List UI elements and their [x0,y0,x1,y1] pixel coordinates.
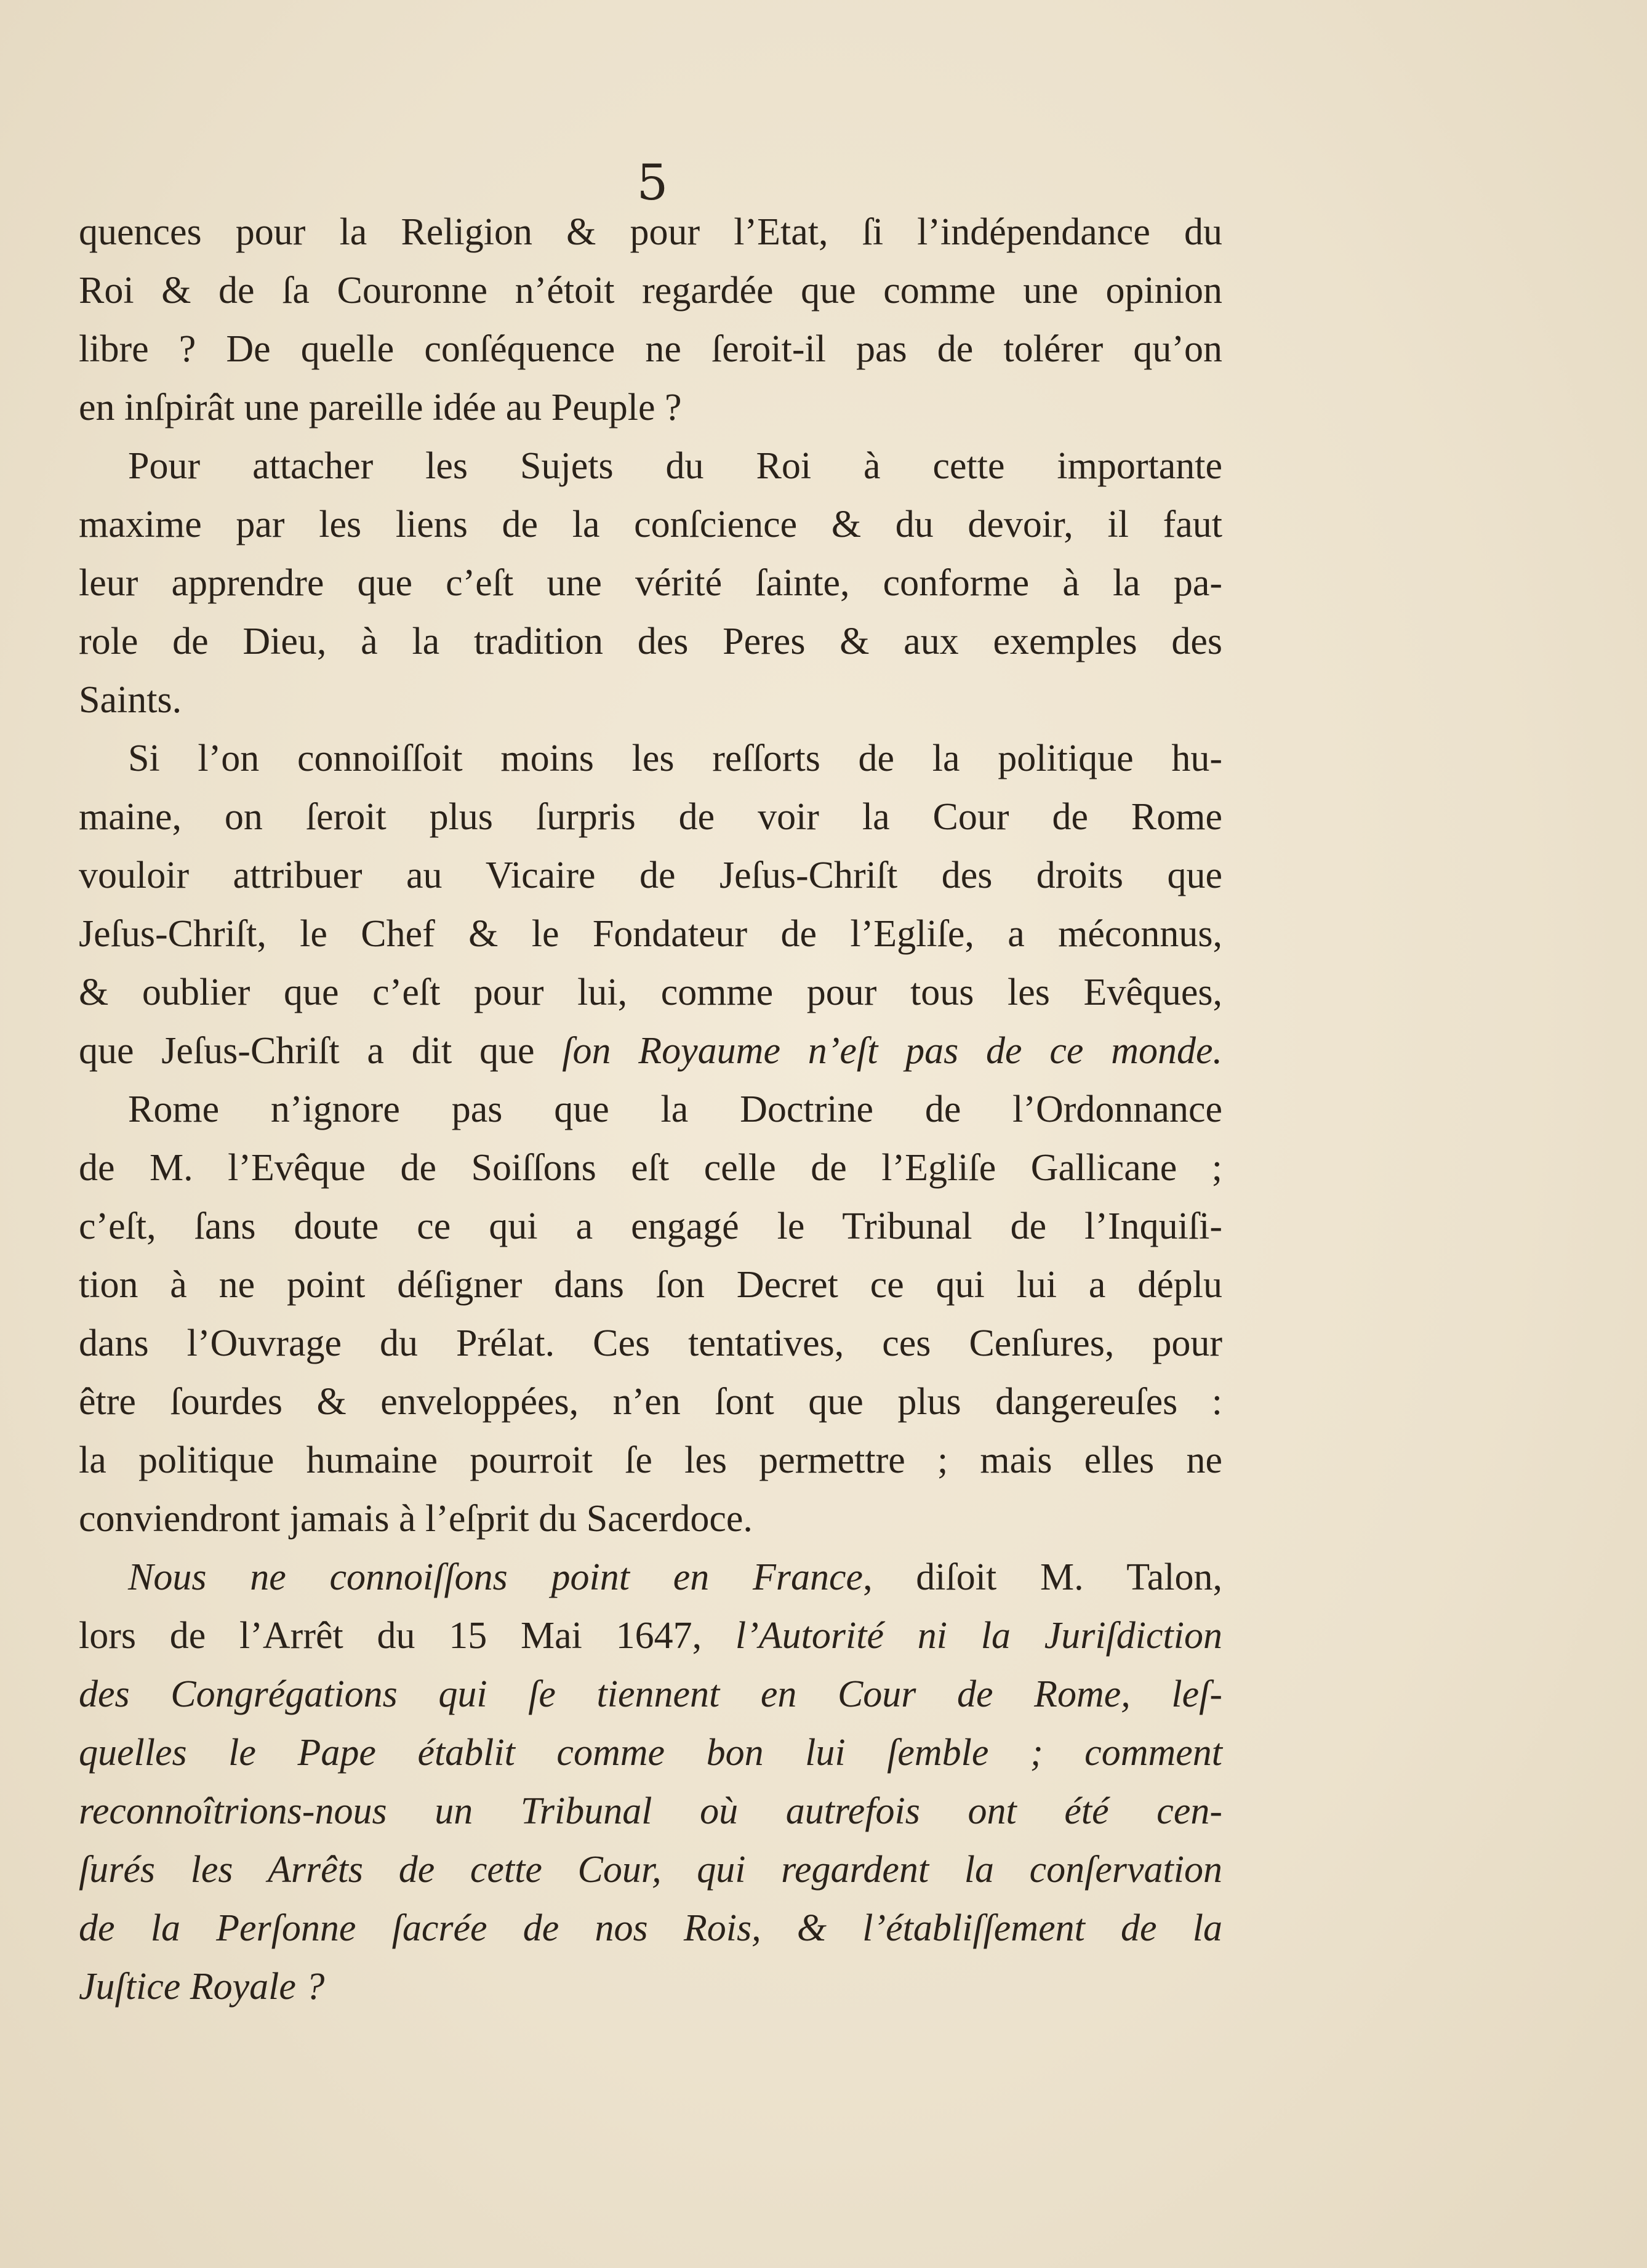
text-line: des Congrégations qui ſe tiennent en Cour de Rome, leſ- [79,1673,1222,1715]
text-line: quences pour la Religion & pour l’Etat, ſi l’indépendance du [79,211,1222,253]
page-number: 5 [636,154,668,211]
text-line: leur apprendre que c’eſt une vérité ſainte, conforme à la pa- [79,562,1222,604]
text-line: de M. l’Evêque de Soiſſons eſt celle de l’Egliſe Gallicane ; [79,1147,1222,1189]
text-line: Juſtice Royale ? [79,1966,325,2008]
text-line: Si l’on connoiſſoit moins les reſſorts de la politique hu- [128,738,1222,779]
text-line: vouloir attribuer au Vicaire de Jeſus-Chriſt des droits que [79,855,1222,896]
text-line: être ſourdes & enveloppées, n’en ſont que plus dangereuſes : [79,1381,1222,1423]
text-line: reconnoîtrions-nous un Tribunal où autrefois ont été cen- [79,1790,1222,1832]
text-line: Pour attacher les Sujets du Roi à cette importante [128,445,1222,487]
body-text [79,203,1222,2016]
text-line: maine, on ſeroit plus ſurpris de voir la Cour de Rome [79,796,1222,838]
text-line: Saints. [79,679,182,721]
text-line: & oublier que c’eſt pour lui, comme pour tous les Evêques, [79,971,1222,1013]
text-line: Roi & de ſa Couronne n’étoit regardée que comme une opinion [79,270,1222,312]
text-line: la politique humaine pourroit ſe les permettre ; mais elles ne [79,1439,1222,1481]
text-line: role de Dieu, à la tradition des Peres & aux exemples des [79,621,1222,662]
text-line: quelles le Pape établit comme bon lui ſemble ; comment [79,1732,1222,1774]
text-line: libre ? De quelle conſéquence ne ſeroit-il pas de tolérer qu’on [79,328,1222,370]
text-line: lors de l’Arrêt du 15 Mai 1647, l’Autorité ni la Juriſdiction [79,1615,1223,1657]
text-line: Nous ne connoiſſons point en France, diſoit M. Talon, [128,1556,1222,1598]
text-line: c’eſt, ſans doute ce qui a engagé le Tribunal de l’Inquiſi- [79,1205,1222,1247]
text-line: en inſpirât une pareille idée au Peuple ? [79,387,682,428]
text-line: dans l’Ouvrage du Prélat. Ces tentatives, ces Cenſures, pour [79,1322,1222,1364]
text-line: de la Perſonne ſacrée de nos Rois, & l’établiſſement de la [79,1907,1222,1949]
text-line: tion à ne point déſigner dans ſon Decret ce qui lui a déplu [79,1264,1222,1306]
text-line: que Jeſus-Chriſt a dit que ſon Royaume n’eſt pas de ce monde. [79,1030,1222,1072]
text-line: Rome n’ignore pas que la Doctrine de l’Ordonnance [128,1088,1222,1130]
text-line: conviendront jamais à l’eſprit du Sacerdoce. [79,1498,753,1540]
text-line: Jeſus-Chriſt, le Chef & le Fondateur de l’Egliſe, a méconnus, [79,913,1222,955]
text-line: ſurés les Arrêts de cette Cour, qui regardent la conſervation [79,1849,1222,1891]
text-line: maxime par les liens de la conſcience & du devoir, il faut [79,504,1222,545]
